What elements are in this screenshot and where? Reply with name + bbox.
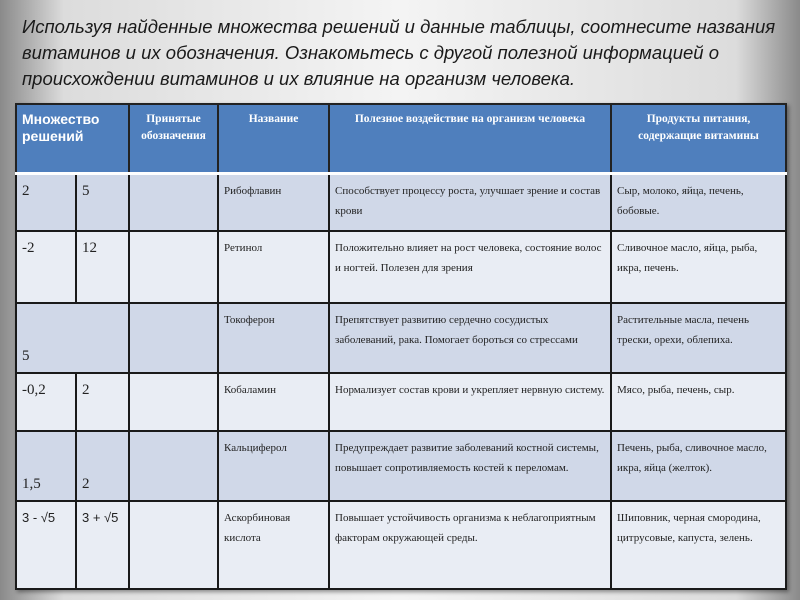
effect-cell: Нормализует состав крови и укрепляет нервную систему. [329,373,611,431]
foods-cell: Сливочное масло, яйца, рыба, икра, печень. [611,231,786,303]
vitamin-name: Ретинол [218,231,329,303]
table-row [16,231,786,303]
foods-cell: Растительные масла, печень трески, орехи, облепиха. [611,303,786,373]
table-row [16,173,786,231]
header-name: Название [218,104,329,173]
effect-cell: Повышает устойчивость организма к неблагоприятным факторам окружающей среды. [329,501,611,589]
header-solution-set: Множество решений [16,104,129,173]
effect-cell: Положительно влияет на рост человека, состояние волос и ногтей. Полезен для зрения [329,231,611,303]
designation-cell[interactable] [129,173,218,231]
solution-1: 2 [16,173,76,231]
designation-cell[interactable] [129,303,218,373]
effect-cell: Предупреждает развитие заболеваний костной системы, повышает сопротивляемость костей к переломам. [329,431,611,501]
table-row [16,303,786,373]
designation-cell[interactable] [129,431,218,501]
vitamins-table [15,103,787,590]
table-row [16,431,786,501]
foods-cell: Мясо, рыба, печень, сыр. [611,373,786,431]
solution-1: -0,2 [16,373,76,431]
header-foods: Продукты питания, содержащие витамины [611,104,786,173]
vitamin-name: Рибофлавин [218,173,329,231]
solution-2: 12 [76,231,129,303]
solution-1: 3 - √5 [16,501,76,589]
header-effect: Полезное воздействие на организм человека [329,104,611,173]
solution-2: 2 [76,373,129,431]
solution-2: 2 [76,431,129,501]
designation-cell[interactable] [129,501,218,589]
table-row [16,373,786,431]
vitamin-name: Кальциферол [218,431,329,501]
designation-cell[interactable] [129,231,218,303]
solution-2: 3 + √5 [76,501,129,589]
effect-cell: Способствует процессу роста, улучшает зрение и состав крови [329,173,611,231]
vitamin-name: Аскорбиновая кислота [218,501,329,589]
table-row [16,501,786,589]
solution-2: 5 [76,173,129,231]
foods-cell: Сыр, молоко, яйца, печень, бобовые. [611,173,786,231]
vitamin-name: Токоферон [218,303,329,373]
solution-1: 1,5 [16,431,76,501]
solution-1: 5 [16,303,129,373]
solution-1: -2 [16,231,76,303]
task-instruction: Используя найденные множества решений и данные таблицы, соотнесите названия витаминов и их обозначения. Ознакомьтесь с другой полезной информацией о происхождении витаминов и их влияние на организм человека. [22,16,776,89]
effect-cell: Препятствует развитию сердечно сосудистых заболеваний, рака. Помогает бороться со стрессами [329,303,611,373]
vitamin-name: Кобаламин [218,373,329,431]
header-designation: Принятые обозначения [129,104,218,173]
designation-cell[interactable] [129,373,218,431]
foods-cell: Печень, рыба, сливочное масло, икра, яйца (желток). [611,431,786,501]
foods-cell: Шиповник, черная смородина, цитрусовые, капуста, зелень. [611,501,786,589]
header-row [16,104,786,173]
